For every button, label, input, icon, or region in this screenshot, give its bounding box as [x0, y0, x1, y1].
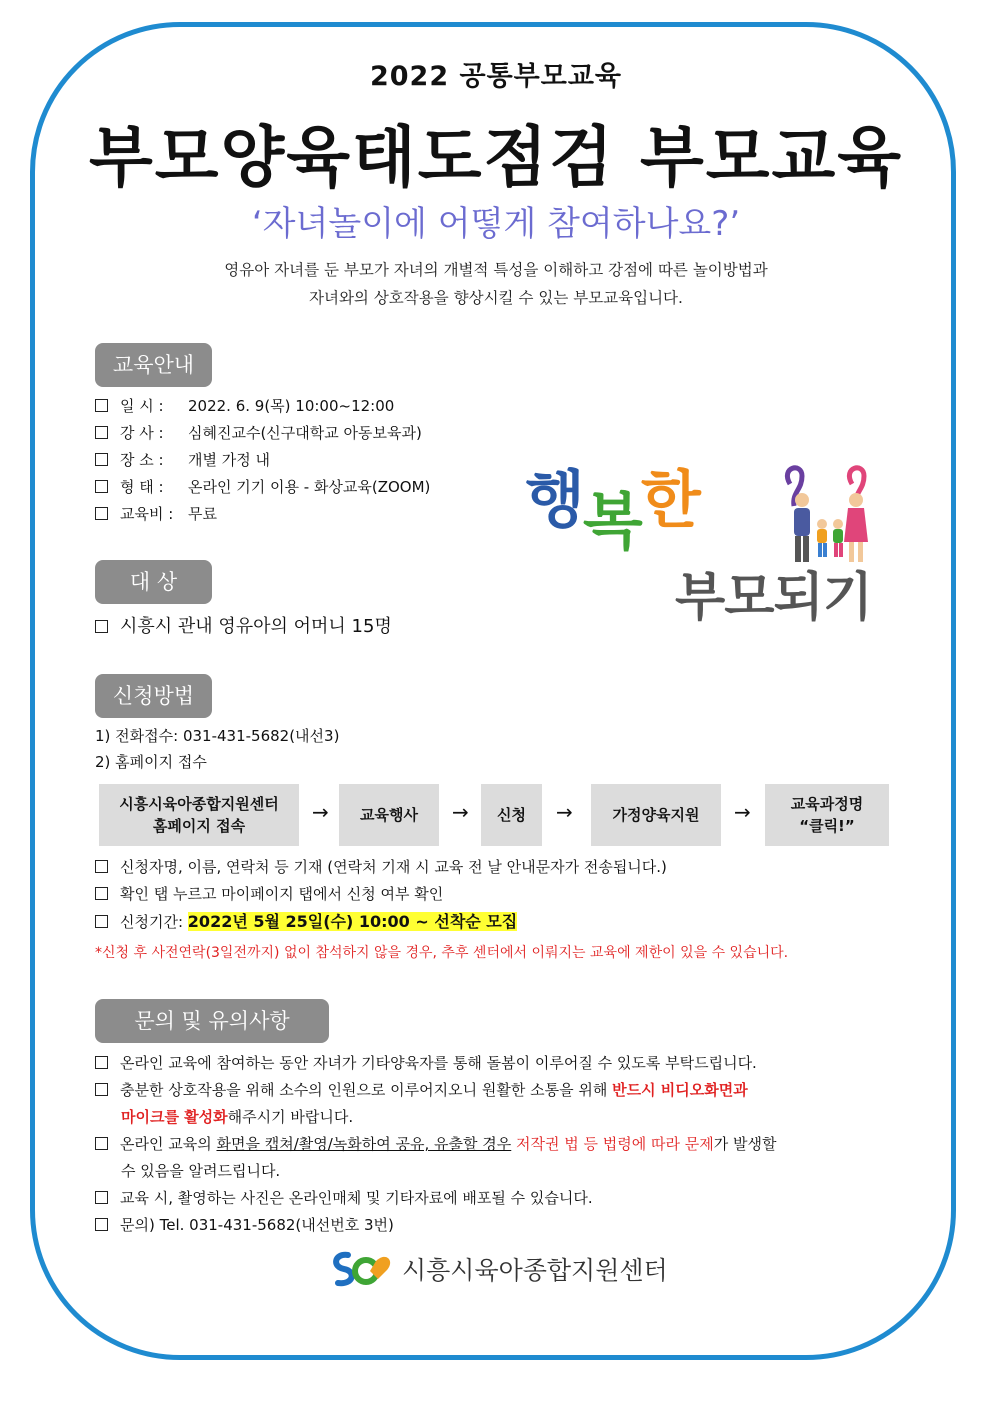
checkbox-icon: [95, 453, 108, 466]
notice-emphasis: 저작권 법 등 법령에 따라 문제: [511, 1135, 714, 1153]
subtitle: ‘자녀놀이에 어떻게 참여하나요?’: [251, 204, 741, 244]
notice-underlined: 화면을 캡쳐/촬영/녹화하여 공유, 유출할 경우: [216, 1135, 512, 1153]
apply-methods: [95, 723, 339, 775]
list-item-continued: 수 있음을 알려드립니다.: [121, 1162, 281, 1180]
notice-contact: 문의) Tel. 031-431-5682(내선번호 3번): [120, 1216, 394, 1234]
list-item: [95, 881, 667, 908]
center-name: 시흥시육아종합지원센터: [402, 1256, 668, 1285]
flow-step-site: [99, 784, 299, 846]
list-item-continued: [95, 1104, 905, 1131]
list-item: [95, 1185, 905, 1212]
list-item: [95, 393, 430, 420]
notice-text: 온라인 교육의: [120, 1135, 217, 1153]
warning-note: *신청 후 사전연락(3일전까지) 없이 참석하지 않을 경우, 추후 센터에서 이뤄지는 교육에 제한이 있을 수 있습니다.: [95, 945, 789, 961]
flow-step-site-line-2: 홈페이지 접속: [152, 817, 246, 835]
arrow-icon: →: [556, 800, 573, 824]
apply-detail-text: 신청자명, 이름, 연락처 등 기재 (연락처 기재 시 교육 전 날 안내문자가 전송됩니다.): [120, 858, 667, 876]
notice-text: 충분한 상호작용을 위해 소수의 인원으로 이루어지오니 원활한 소통을 위해: [120, 1081, 613, 1099]
list-item: [95, 908, 667, 935]
list-item: [95, 1077, 905, 1104]
notice-list: [95, 1050, 905, 1239]
notice-emphasis: 마이크를 활성화: [121, 1108, 228, 1126]
checkbox-icon: [95, 1218, 108, 1231]
happy-logo-char-1: 행: [525, 463, 583, 536]
checkbox-icon: [95, 620, 108, 633]
notice-text: 교육 시, 촬영하는 사진은 온라인매체 및 기타자료에 배포될 수 있습니다.: [120, 1189, 593, 1207]
flow-step-apply: 신청: [481, 784, 542, 846]
notice-emphasis: 반드시 비디오화면과: [612, 1081, 748, 1099]
apply-method-phone: 1) 전화접수: 031-431-5682(내선3): [95, 727, 340, 745]
section-heading-target: 대 상: [95, 560, 212, 604]
item-value: 온라인 기기 이용 - 화상교육(ZOOM): [188, 478, 431, 496]
checkbox-icon: [95, 507, 108, 520]
checkbox-icon: [95, 1056, 108, 1069]
happy-logo-char-3: 한: [640, 463, 699, 536]
description-line-2: 자녀와의 상호작용을 향상시킬 수 있는 부모교육입니다.: [309, 289, 683, 307]
checkbox-icon: [95, 399, 108, 412]
item-label: 형 태 :: [120, 478, 164, 496]
edu-info-list: [95, 393, 430, 528]
item-label: 일 시 :: [120, 397, 164, 415]
apply-method-web: 2) 홈페이지 접수: [95, 753, 207, 771]
notice-text: 해주시기 바랍니다.: [227, 1108, 354, 1126]
description-line-1: 영유아 자녀를 둔 부모가 자녀의 개별적 특성을 이해하고 강점에 따른 놀이방법과: [224, 261, 768, 279]
arrow-icon: →: [452, 800, 469, 824]
list-item: [95, 474, 430, 501]
section-heading-notice: 문의 및 유의사항: [95, 999, 329, 1043]
target-value: 시흥시 관내 영유아의 어머니 15명: [120, 616, 392, 637]
year-title: 2022 공통부모교육: [369, 61, 623, 92]
list-item: [95, 854, 667, 881]
checkbox-icon: [95, 1191, 108, 1204]
list-item: [95, 1050, 905, 1077]
checkbox-icon: [95, 860, 108, 873]
section-heading-edu-info: 교육안내: [95, 343, 212, 387]
target-text: [95, 612, 392, 638]
main-title: 부모양육태도점검 부모교육: [88, 119, 904, 196]
happy-parents-logo: [525, 450, 885, 640]
happy-logo-word1: [525, 450, 699, 558]
item-label: 강 사 :: [120, 424, 164, 442]
list-item: [95, 501, 430, 528]
checkbox-icon: [95, 1137, 108, 1150]
apply-details: [95, 854, 667, 935]
list-item: [95, 420, 430, 447]
happy-logo-word2: 부모되기: [675, 568, 872, 628]
flow-step-course-line-2: “클릭!”: [799, 817, 855, 835]
flow-step-course-line-1: 교육과정명: [790, 795, 864, 813]
arrow-icon: →: [312, 800, 329, 824]
list-item: [95, 1212, 905, 1239]
list-item: [95, 1131, 905, 1158]
family-illustration-icon: [780, 462, 880, 572]
apply-period-label: 신청기간:: [120, 913, 184, 931]
checkbox-icon: [95, 887, 108, 900]
center-logo-icon: [330, 1247, 396, 1291]
item-value: 심혜진교수(신구대학교 아동보육과): [188, 424, 422, 442]
list-item: [95, 447, 430, 474]
item-value: 개별 가정 내: [188, 451, 270, 469]
notice-text: 온라인 교육에 참여하는 동안 자녀가 기타양육자를 통해 돌봄이 이루어질 수 있도록 부탁드립니다.: [120, 1054, 757, 1072]
checkbox-icon: [95, 426, 108, 439]
item-label: 교육비 :: [120, 505, 174, 523]
flow-step-home-support: 가정양육지원: [591, 784, 721, 846]
apply-period-value: 2022년 5월 25일(수) 10:00 ~ 선착순 모집: [187, 912, 518, 931]
description: [0, 256, 992, 312]
apply-detail-text: 확인 탭 누르고 마이페이지 탭에서 신청 여부 확인: [120, 885, 444, 903]
section-heading-apply: 신청방법: [95, 674, 212, 718]
checkbox-icon: [95, 915, 108, 928]
happy-logo-char-2: 복: [582, 485, 641, 558]
item-label: 장 소 :: [120, 451, 164, 469]
item-value: 무료: [188, 505, 217, 523]
checkbox-icon: [95, 480, 108, 493]
flow-step-click-course: [765, 784, 889, 846]
flow-step-site-line-1: 시흥시육아종합지원센터: [119, 795, 279, 813]
arrow-icon: →: [734, 800, 751, 824]
center-logo: [330, 1244, 668, 1294]
flow-step-edu-event: 교육행사: [339, 784, 439, 846]
checkbox-icon: [95, 1083, 108, 1096]
item-value: 2022. 6. 9(목) 10:00~12:00: [188, 397, 395, 415]
notice-text: 가 발생할: [713, 1135, 777, 1153]
